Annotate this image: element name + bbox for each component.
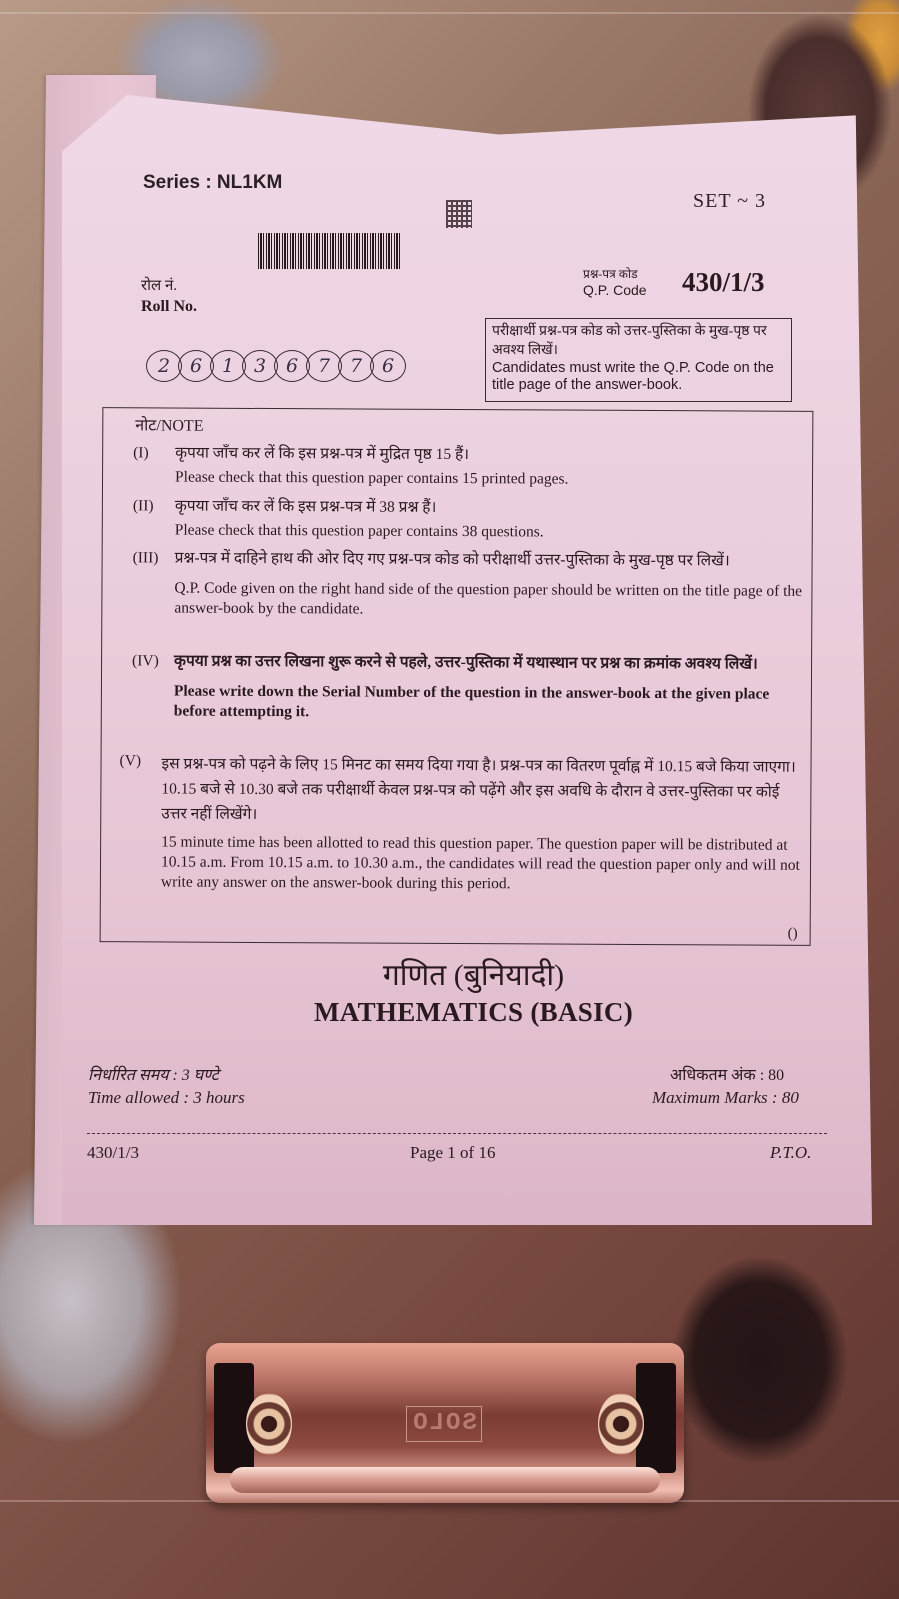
note-item [133,496,803,544]
max-marks-english: Maximum Marks : 80 [652,1088,799,1107]
time-allowed-hindi: निर्धारित समय : 3 घण्टे [88,1067,219,1084]
note-item-english: Please check that this question paper contains 38 questions. [174,521,544,541]
note-item-english: 15 minute time has been allotted to read this question paper. The question paper will be distributed at 10.15 a.m. From 10.15 a.m. to 10.30 a.m., the candidates will read the question paper only and will not write any answer on the answer-book during this period. [160,833,800,893]
instruction-english: Candidates must write the Q.P. Code on the title page of the answer-book. [492,360,774,393]
rivet-icon [598,1393,644,1455]
note-item-number: (II) [132,497,154,515]
qp-code-label-english: Q.P. Code [583,282,647,298]
qp-code-instruction-box [485,318,792,402]
time-allowed-english: Time allowed : 3 hours [88,1088,245,1107]
note-item-number: (V) [119,752,142,770]
note-item-number: (III) [132,549,159,567]
note-item-hindi: कृपया जाँच कर लें कि इस प्रश्न-पत्र में मुद्रित पृष्ठ 15 हैं। [175,444,470,464]
note-item-english: Please write down the Serial Number of the question in the answer-book at the given place before attempting it. [173,682,770,721]
footer-page-number: Page 1 of 16 [410,1143,496,1162]
note-item-number: (I) [133,444,149,462]
clipboard-clip[interactable] [206,1343,684,1503]
subject-title-english: MATHEMATICS (BASIC) [314,997,633,1027]
clip-lever[interactable] [230,1467,660,1493]
note-item-english: Please check that this question paper contains 15 printed pages. [174,468,569,488]
roll-label-english: Roll No. [141,298,197,315]
note-item-english: Q.P. Code given on the right hand side of the question paper should be written on the title page of the answer-book by the candidate. [174,579,803,618]
roll-number-field[interactable] [146,350,402,382]
footer-pto: P.T.O. [770,1143,812,1162]
roll-digit[interactable]: 6 [370,350,406,382]
note-item-hindi: कृपया प्रश्न का उत्तर लिखना शुरू करने से पहले, उत्तर-पुस्तिका में यथास्थान पर प्रश्न का क्रमांक अवश्य लिखें। [174,652,758,673]
note-box [100,407,814,946]
max-marks-hindi: अधिकतम अंक : 80 [670,1067,785,1084]
footer-divider [87,1133,827,1134]
note-item [132,548,802,622]
qp-code-label-hindi: प्रश्न-पत्र कोड [583,267,638,281]
roll-digit[interactable]: 6 [178,350,214,382]
note-item-hindi: इस प्रश्न-पत्र को पढ़ने के लिए 15 मिनट का समय दिया गया है। प्रश्न-पत्र का वितरण पूर्वाह्न में 10.15 बजे किया जाएगा। 10.15 बजे से 10.30 बजे तक परीक्षार्थी केवल प्रश्न-पत्र को पढ़ेंगे और इस अवधि के दौरान वे उत्तर-पुस्तिका पर कोई उत्तर नहीं लिखेंगे। [161,755,796,823]
roll-digit[interactable]: 6 [274,350,310,382]
footer-qp-code: 430/1/3 [87,1143,139,1162]
qr-code-icon [446,200,472,228]
note-item-hindi: प्रश्न-पत्र में दाहिने हाथ की ओर दिए गए प्रश्न-पत्र कोड को परीक्षार्थी उत्तर-पुस्तिका के मुख-पृष्ठ पर लिखें। [174,549,730,570]
note-title: नोट/NOTE [135,417,204,435]
note-item [119,751,805,896]
subject-title-hindi: गणित (बुनियादी) [382,959,565,992]
qp-code-labels [583,266,647,298]
series-label: Series : NL1KM [143,172,283,193]
roll-digit[interactable]: 1 [210,350,246,382]
note-item [132,651,802,725]
roll-digit[interactable]: 2 [146,350,182,382]
note-item [133,443,803,491]
barcode-icon [258,233,400,269]
roll-digit[interactable]: 3 [242,350,278,382]
instruction-hindi: परीक्षार्थी प्रश्न-पत्र कोड को उत्तर-पुस्तिका के मुख-पृष्ठ पर अवश्य लिखें। [492,324,767,358]
qp-code-value: 430/1/3 [682,267,765,297]
roll-digit[interactable]: 7 [338,350,374,382]
clip-brand-logo: SOLO [406,1406,482,1442]
roll-digit[interactable]: 7 [306,350,342,382]
note-item-hindi: कृपया जाँच कर लें कि इस प्रश्न-पत्र में 38 प्रश्न हैं। [174,497,437,516]
note-end-mark: () [787,925,798,942]
roll-label-hindi: रोल नं. [141,278,178,294]
note-item-number: (IV) [132,652,159,670]
rivet-icon [246,1393,292,1455]
set-label: SET ~ 3 [693,190,767,212]
